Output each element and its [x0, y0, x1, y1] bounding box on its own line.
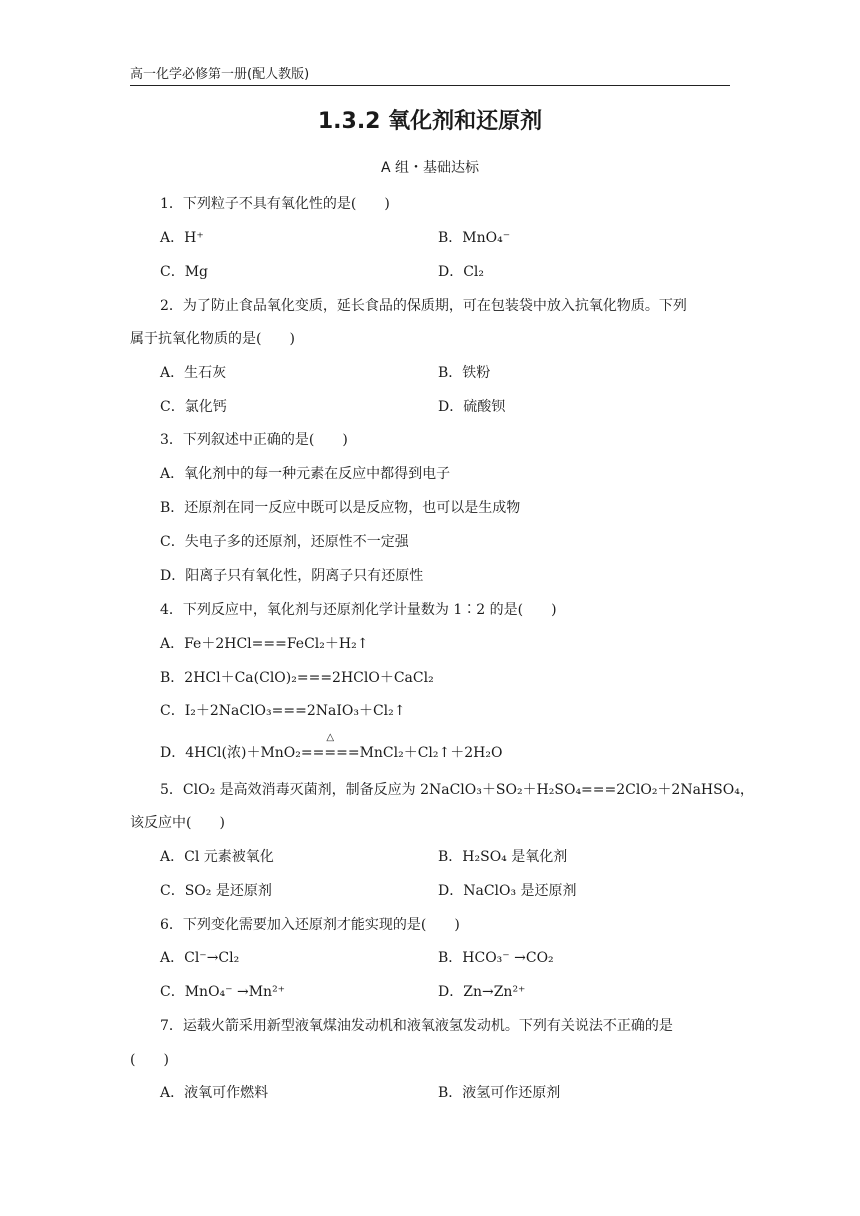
- q6-option-a: A．Cl⁻→Cl₂: [160, 950, 240, 966]
- question-4: 4．下列反应中，氧化剂与还原剂化学计量数为 1∶2 的是( ): [160, 602, 557, 618]
- q4d-reactants: D．4HCl(浓)＋MnO₂: [160, 745, 301, 761]
- q6-option-b: B．HCO₃⁻ →CO₂: [438, 950, 554, 966]
- q4-option-b: B．2HCl＋Ca(ClO)₂===2HClO＋CaCl₂: [160, 670, 434, 686]
- question-1: 1．下列粒子不具有氧化性的是( ): [160, 196, 390, 212]
- q1-option-c: C．Mg: [160, 264, 209, 280]
- q6-option-d: D．Zn→Zn²⁺: [438, 984, 526, 1000]
- q2-option-a: A．生石灰: [160, 365, 227, 381]
- question-6: 6．下列变化需要加入还原剂才能实现的是( ): [160, 917, 460, 933]
- q7-option-a: A．液氧可作燃料: [160, 1085, 269, 1101]
- page-title: 1.3.2 氧化剂和还原剂: [317, 109, 543, 134]
- q5-option-c: C．SO₂ 是还原剂: [160, 883, 272, 899]
- question-5: 5．ClO₂ 是高效消毒灭菌剂，制备反应为 2NaClO₃＋SO₂＋H₂SO₄===2ClO₂＋2NaHSO₄，: [160, 782, 754, 798]
- q5-option-a: A．Cl 元素被氧化: [160, 849, 274, 865]
- q3-option-d: D．阳离子只有氧化性，阴离子只有还原性: [160, 568, 424, 584]
- q2-option-d: D．硫酸钡: [438, 399, 506, 415]
- running-header: 高一化学必修第一册(配人教版): [130, 63, 730, 86]
- q3-option-c: C．失电子多的还原剂，还原性不一定强: [160, 534, 409, 550]
- q5-option-d: D．NaClO₃ 是还原剂: [438, 883, 577, 899]
- q4-option-c: C．I₂＋2NaClO₃===2NaIO₃＋Cl₂↑: [160, 703, 406, 719]
- heat-equals-sign: [300, 732, 360, 761]
- question-7: 7．运载火箭采用新型液氧煤油发动机和液氧液氢发动机。下列有关说法不正确的是: [160, 1018, 673, 1034]
- q3-option-a: A．氧化剂中的每一种元素在反应中都得到电子: [160, 466, 451, 482]
- question-3: 3．下列叙述中正确的是( ): [160, 432, 348, 448]
- question-5-continued: 该反应中( ): [130, 815, 225, 831]
- question-2: 2．为了防止食品氧化变质，延长食品的保质期，可在包装袋中放入抗氧化物质。下列: [160, 298, 687, 314]
- q7-option-b: B．液氢可作还原剂: [438, 1085, 561, 1101]
- q4d-products: MnCl₂＋Cl₂↑＋2H₂O: [359, 745, 503, 761]
- equals-sign: =====: [300, 745, 360, 761]
- q4-option-d: [160, 732, 503, 762]
- question-2-continued: 属于抗氧化物质的是( ): [130, 331, 295, 347]
- q2-option-b: B．铁粉: [438, 365, 491, 381]
- q4-option-a: A．Fe＋2HCl===FeCl₂＋H₂↑: [160, 636, 369, 652]
- q6-option-c: C．MnO₄⁻ →Mn²⁺: [160, 984, 286, 1000]
- q1-option-d: D．Cl₂: [438, 264, 485, 280]
- q2-option-c: C．氯化钙: [160, 399, 227, 415]
- question-7-continued: ( ): [130, 1052, 169, 1068]
- section-subtitle: A 组・基础达标: [380, 160, 480, 176]
- q1-option-a: A．H⁺: [160, 230, 204, 246]
- heat-triangle-icon: △: [326, 732, 335, 743]
- q5-option-b: B．H₂SO₄ 是氧化剂: [438, 849, 568, 865]
- q3-option-b: B．还原剂在同一反应中既可以是反应物，也可以是生成物: [160, 500, 521, 516]
- q1-option-b: B．MnO₄⁻: [438, 230, 511, 246]
